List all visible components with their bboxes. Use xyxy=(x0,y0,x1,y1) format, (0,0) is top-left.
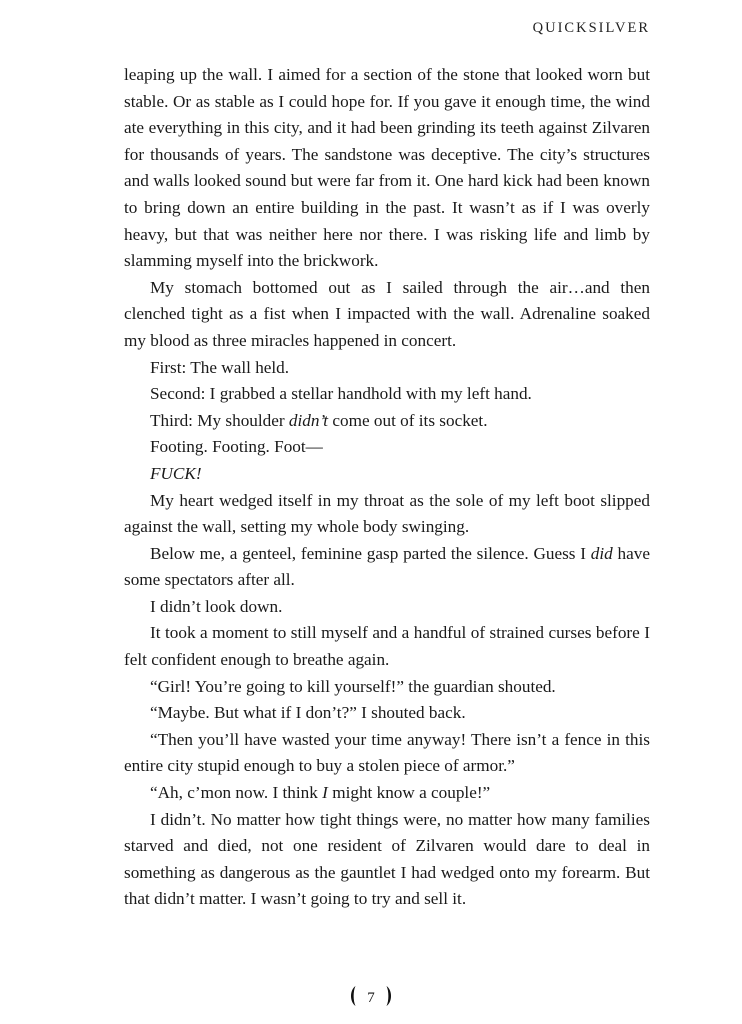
paragraph xyxy=(124,461,650,488)
paragraph: Second: I grabbed a stellar handhold with my left hand. xyxy=(150,384,532,404)
paragraph: Footing. Footing. Foot— xyxy=(150,437,323,457)
paragraph: “Maybe. But what if I don’t?” I shouted back. xyxy=(150,703,466,723)
paragraph: “Girl! You’re going to kill yourself!” the guardian shouted. xyxy=(150,676,556,696)
paragraph: My stomach bottomed out as I sailed through the air…and then clenched tight as a fist when I impacted with the wall. Adrenaline soaked my blood as three miracles happened in concert. xyxy=(124,277,650,350)
emphasis: I xyxy=(322,783,328,803)
paragraph: “Ah, c’mon now. I think I might know a couple!” xyxy=(150,783,491,803)
page-number: 7 xyxy=(367,990,375,1006)
emphasis: did xyxy=(590,543,613,563)
running-head: QUICKSILVER xyxy=(532,20,650,36)
paragraph: My heart wedged itself in my throat as the sole of my left boot slipped against the wall, setting my whole body swinging. xyxy=(124,490,650,537)
paragraph: Below me, a genteel, feminine gasp parted the silence. Guess I did have some spectators after all. xyxy=(124,543,650,590)
paragraph: I didn’t. No matter how tight things were, no matter how many families starved and died, not one resident of Zilvaren would dare to deal in something as dangerous as the gauntlet I had wedged onto my forearm. But that didn’t matter. I wasn’t going to try and sell it. xyxy=(124,809,650,909)
left-ornament-icon xyxy=(348,985,358,1012)
paragraph: “Then you’ll have wasted your time anyway! There isn’t a fence in this entire city stupid enough to buy a stolen piece of armor.” xyxy=(124,729,650,776)
paragraph: It took a moment to still myself and a handful of strained curses before I felt confident enough to breathe again. xyxy=(124,623,650,670)
emphasis: didn’t xyxy=(288,410,329,430)
paragraph: I didn’t look down. xyxy=(150,596,283,616)
emphasis: FUCK! xyxy=(150,463,202,483)
paragraph-continued: leaping up the wall. I aimed for a section of the stone that looked worn but stable. Or as stable as I could hope for. If you gave it enough time, the wind ate everything in this city, and it had been grinding its teeth against Zilvaren for thousands of years. The sandstone was deceptive. The city’s structures and walls looked sound but were far from it. One hard kick had been known to bring down an entire building in the past. It wasn’t as if I was overly heavy, but that was neither here nor there. I was risking life and limb by slamming myself into the brickwork. xyxy=(124,65,650,271)
right-ornament-icon xyxy=(384,985,394,1012)
page-folio xyxy=(0,985,742,1012)
body-text xyxy=(124,62,650,913)
paragraph: Third: My shoulder didn’t come out of its socket. xyxy=(150,410,488,430)
paragraph: First: The wall held. xyxy=(150,357,290,377)
